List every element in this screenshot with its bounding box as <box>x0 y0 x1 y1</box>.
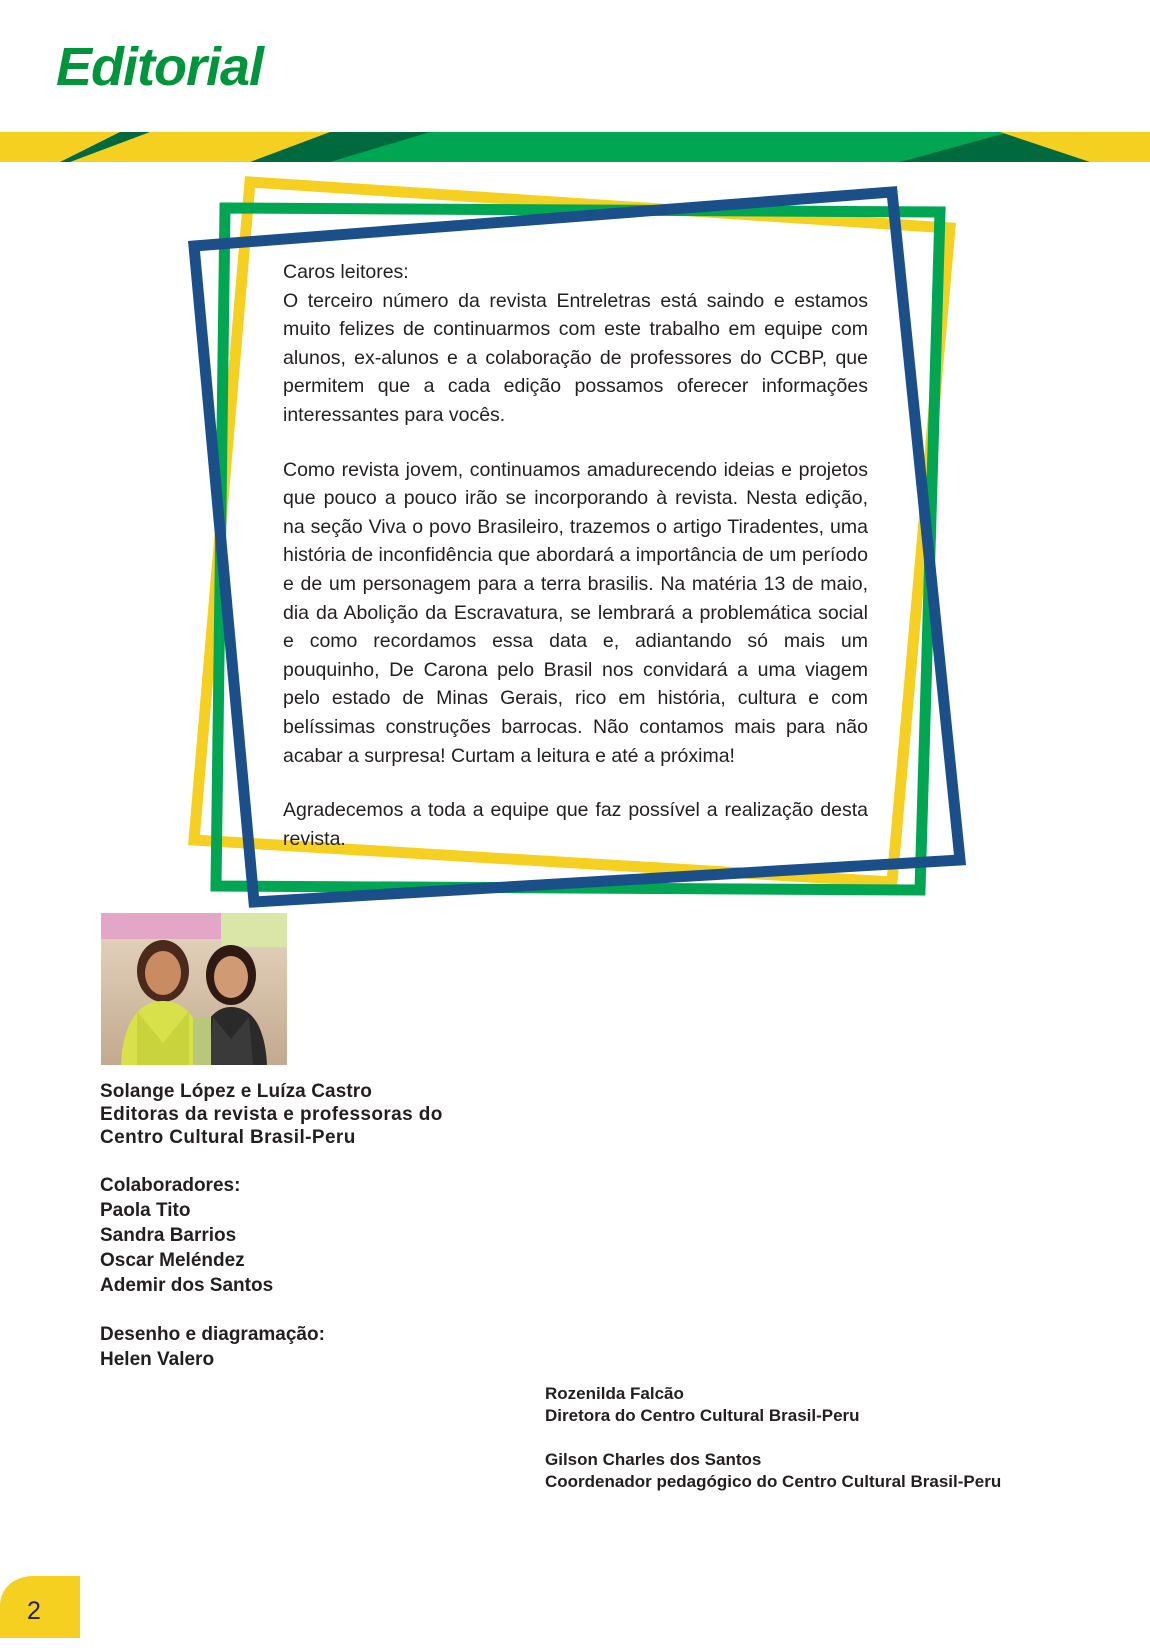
paragraph-1 <box>283 258 868 430</box>
editors-role-line2: Centro Cultural Brasil-Peru <box>100 1127 356 1148</box>
credits-block <box>100 1080 530 1372</box>
collaborator-item: Oscar Meléndez <box>100 1250 245 1271</box>
signature-name: Gilson Charles dos Santos <box>545 1450 762 1469</box>
signature-role: Diretora do Centro Cultural Brasil-Peru <box>545 1406 860 1425</box>
editors-photo <box>101 913 287 1065</box>
spacer <box>545 1427 1065 1449</box>
paragraph-2: Como revista jovem, continuamos amadurecendo ideias e projetos que pouco a pouco irão se incorporando à revista. Nesta edição, na seção Viva o povo Brasileiro, trazemos o artigo Tiradentes, uma história de inconfidência que abordará a importância de um período e de um personagem para a terra brasilis. Na matéria 13 de maio, dia da Abolição da Escravatura, se lembrará a problemática social e como recordamos essa data e, adiantando só mais um pouquinho, De Carona pelo Brasil nos convidará a uma viagem pelo estado de Minas Gerais, rico em história, cultura e com belíssimas construções barrocas. Não contamos mais para não acabar a surpresa! Curtam a leitura e até a próxima! <box>283 458 868 767</box>
design-name: Helen Valero <box>100 1349 215 1370</box>
spacer <box>100 1149 530 1173</box>
page-number: 2 <box>27 1597 41 1625</box>
signatures-block <box>545 1383 1065 1493</box>
paragraph-1-intro: Caros leitores: <box>283 261 409 283</box>
spacer <box>100 1298 530 1322</box>
collaborator-item: Sandra Barrios <box>100 1225 237 1246</box>
editorial-body <box>283 258 868 853</box>
collaborator-item: Ademir dos Santos <box>100 1275 274 1296</box>
editors-names: Solange López e Luíza Castro <box>100 1081 373 1102</box>
signature-role: Coordenador pedagógico do Centro Cultural Brasil-Peru <box>545 1472 1002 1491</box>
collaborators-heading: Colaboradores: <box>100 1175 241 1196</box>
design-heading: Desenho e diagramação: <box>100 1324 325 1345</box>
signature-name: Rozenilda Falcão <box>545 1384 684 1403</box>
collaborator-item: Paola Tito <box>100 1200 191 1221</box>
page-title: Editorial <box>56 37 264 97</box>
paragraph-3: Agradecemos a toda a equipe que faz possível a realização desta revista. <box>283 799 868 850</box>
editors-role-line1: Editoras da revista e professoras do <box>100 1104 443 1125</box>
paragraph-1-body: O terceiro número da revista Entreletras está saindo e estamos muito felizes de continuarmos com este trabalho em equipe com alunos, ex-alunos e a colaboração de professores do CCBP, que permitem que a cada edição possamos oferecer informações interessantes para vocês. <box>283 289 868 426</box>
